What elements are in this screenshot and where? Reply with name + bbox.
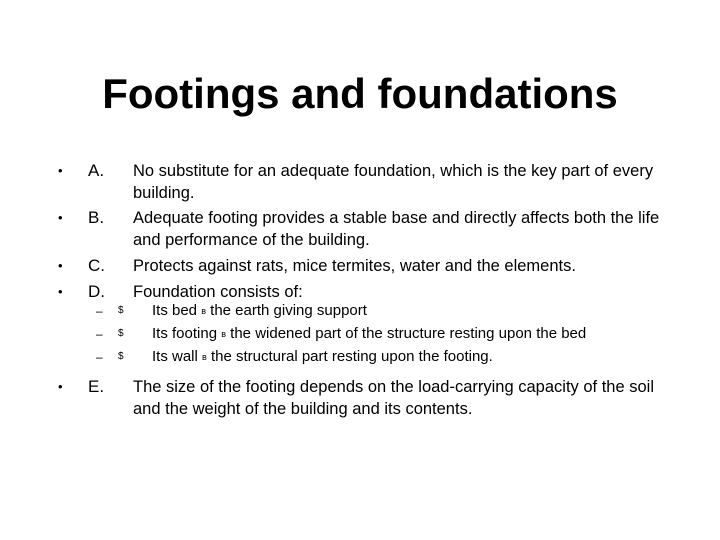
sub-symbol: $: [118, 351, 124, 362]
item-text: No substitute for an adequate foundation, which is the key part of every building.: [133, 162, 654, 202]
item-text: Foundation consists of:: [133, 283, 303, 301]
item-letter: D.: [88, 282, 105, 301]
sub-term: Its footing: [152, 325, 218, 342]
item-letter: B.: [88, 208, 105, 227]
sub-term: Its bed: [152, 302, 198, 319]
bullet-marker: •: [58, 284, 63, 299]
sub-definition: the earth giving support: [210, 302, 367, 319]
bullet-marker: •: [58, 379, 63, 394]
item-text: Protects against rats, mice termites, water and the elements.: [133, 257, 576, 275]
item-letter: C.: [88, 256, 105, 275]
dash-marker: –: [96, 327, 103, 341]
sub-definition: the widened part of the structure resting upon the bed: [230, 325, 587, 342]
slide-title: Footings and foundations: [102, 70, 618, 117]
item-text: The size of the footing depends on the load-carrying capacity of the soil and the weight of the building and its contents.: [133, 378, 654, 418]
item-letter: A.: [88, 161, 105, 180]
sub-term: Its wall: [152, 348, 198, 365]
bullet-marker: •: [58, 163, 63, 178]
sub-item-text: [152, 323, 672, 345]
sub-item-text: [152, 300, 672, 322]
item-text: Adequate footing provides a stable base and directly affects both the life and performance of the building.: [133, 209, 660, 249]
bullet-marker: •: [58, 210, 63, 225]
sub-separator: в: [221, 329, 226, 339]
item-letter: E.: [88, 377, 105, 396]
sub-item-text: [152, 346, 672, 368]
bullet-marker: •: [58, 258, 63, 273]
sub-symbol: $: [118, 328, 124, 339]
sub-separator: в: [201, 306, 206, 316]
sub-separator: в: [202, 352, 207, 362]
dash-marker: –: [96, 350, 103, 364]
dash-marker: –: [96, 304, 103, 318]
sub-definition: the structural part resting upon the footing.: [210, 348, 493, 365]
sub-symbol: $: [118, 305, 124, 316]
